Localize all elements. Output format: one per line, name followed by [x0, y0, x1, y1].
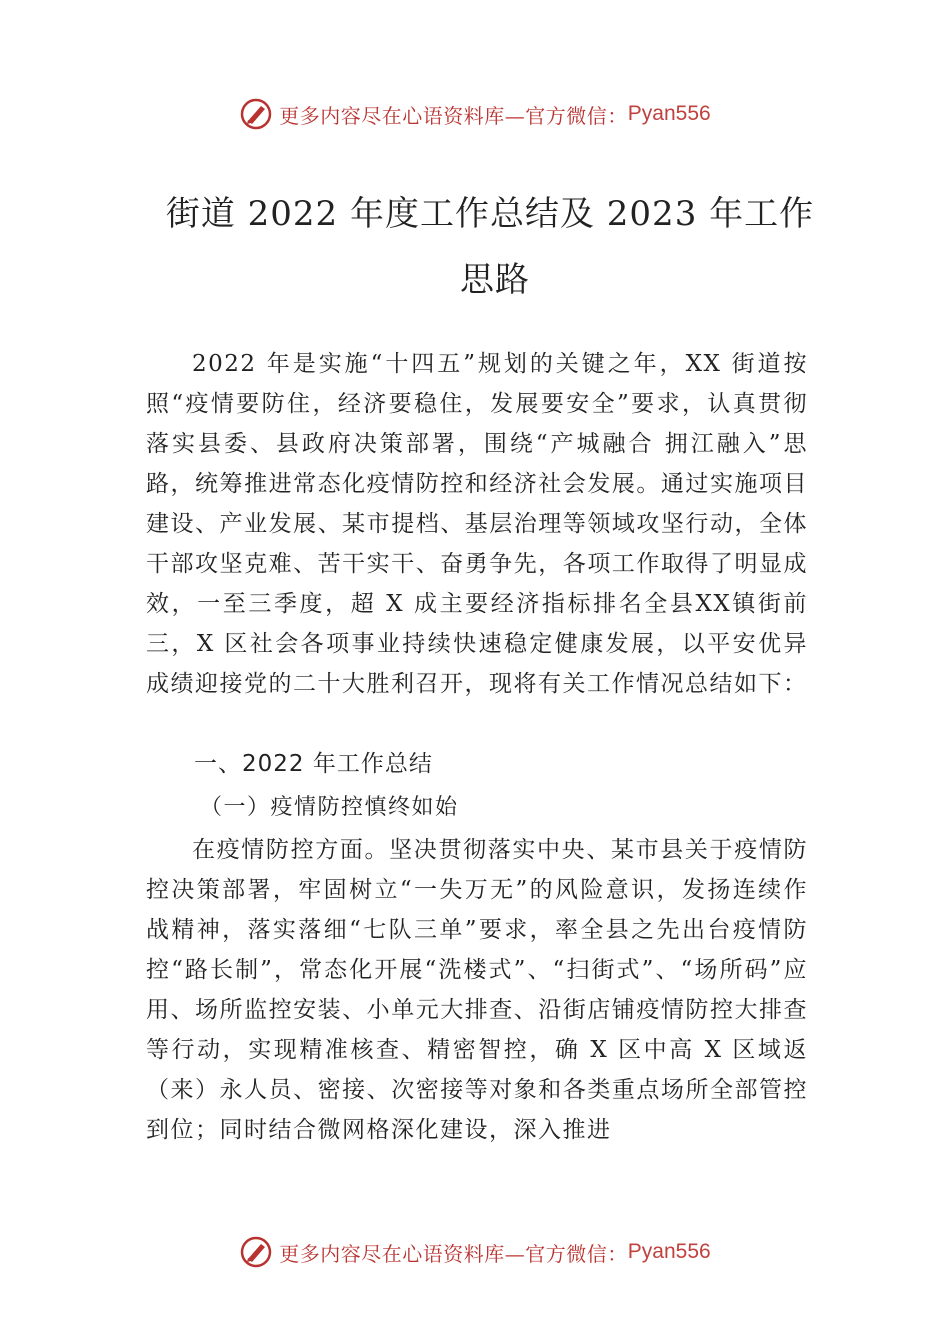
intro-paragraph: 2022 年是实施“十四五”规划的关键之年，XX 街道按照“疫情要防住，经济要稳住，发展要安全”要求，认真贯彻落实县委、县政府决策部署，围绕“产城融合 拥江融入”思路，统筹推进常态化疫情防控和经济社会发展。通过实施项目建设、产业发展、某市提档、基层治理等领域攻坚行动，全体干部攻坚克难、苦干实干、奋勇争先，各项工作取得了明显成效，一至三季度，超 X 成主要经济指标排名全县XX镇街前三，X 区社会各项事业持续快速稳定健康发展，以平安优异成绩迎接党的二十大胜利召开，现将有关工作情况总结如下：	[146, 351, 808, 697]
body-block	[146, 830, 808, 1150]
pen-seal-logo-icon	[239, 97, 273, 131]
intro-block	[146, 344, 808, 704]
watermark-text: 更多内容尽在心语资料库—官方微信：	[279, 103, 628, 128]
pen-seal-logo-icon	[239, 1235, 273, 1269]
watermark-handle: Pyan556	[627, 1240, 711, 1263]
watermark-banner-top	[0, 94, 950, 134]
watermark-handle: Pyan556	[627, 102, 711, 125]
section-heading: 一、2022 年工作总结	[194, 751, 433, 777]
watermark-banner-bottom	[0, 1232, 950, 1272]
subsection-heading: （一）疫情防控慎终如始	[200, 795, 459, 820]
document-title-line2: 思路	[460, 260, 530, 300]
document-title-line1: 街道 2022 年度工作总结及 2023 年工作	[165, 194, 815, 234]
body-paragraph: 在疫情防控方面。坚决贯彻落实中央、某市县关于疫情防控决策部署，牢固树立“一失万无”的风险意识，发扬连续作战精神，落实落细“七队三单”要求，率全县之先出台疫情防控“路长制”，常态化开展“洗楼式”、“扫街式”、“场所码”应用、场所监控安装、小单元大排查、沿街店铺疫情防控大排查等行动，实现精准核查、精密智控，确 X 区中高 X 区域返（来）永人员、密接、次密接等对象和各类重点场所全部管控到位；同时结合微网格深化建设，深入推进	[146, 837, 808, 1143]
watermark-text: 更多内容尽在心语资料库—官方微信：	[279, 1241, 628, 1266]
